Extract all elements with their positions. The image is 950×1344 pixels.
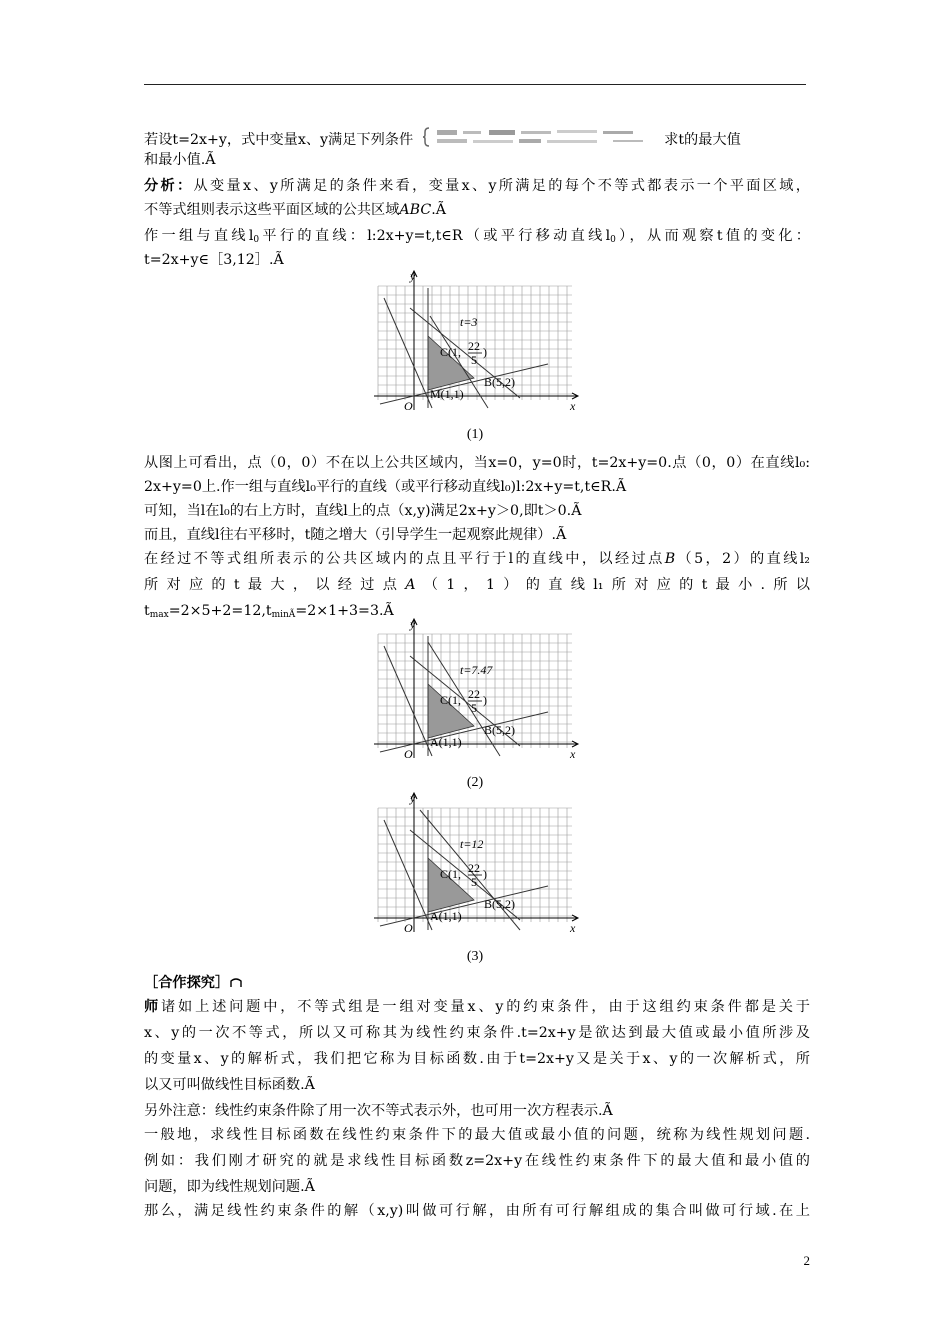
teacher-line-1: 师诸如上述问题中，不等式组是一组对变量x、y的约束条件，由于这组约束条件都是关于 (144, 999, 810, 1015)
section-heading: ［合作探究］ (144, 973, 810, 993)
page-number: 2 (803, 1253, 810, 1268)
conclusion-line-2: 所对应的t最大，以经过点A（1，1）的直线l₁所对应的t最小.所以 (144, 577, 810, 593)
y-axis-label: y (410, 617, 416, 631)
observation-line-1: 从图上可看出，点（0，0）不在以上公共区域内，当x=0，y=0时，t=2x+y=0.点（0，0）在直线l₀: (144, 455, 810, 471)
origin-label: O (404, 399, 413, 413)
teacher-line-2: x、y的一次不等式，所以又可称其为线性约束条件.t=2x+y是欲达到最大值或最小值所涉及 (144, 1025, 810, 1041)
observation-line-4: 而且，直线l往右平移时，t随之增大（引导学生一起观察此规律）.Ã (144, 527, 567, 543)
figure-3-graph (370, 790, 580, 940)
t-value-label: t=3 (460, 315, 478, 329)
point-b-label: B(5,2) (484, 723, 515, 737)
point-c-numerator: 22 (468, 339, 480, 353)
figure-2-caption: (2) (466, 775, 484, 790)
origin-label: O (404, 921, 413, 935)
point-c-label: C(1, (440, 867, 461, 881)
point-a-label: A(1,1) (430, 735, 462, 749)
feasible-line-1: 那么，满足线性约束条件的解（x,y)叫做可行解，由所有可行解组成的集合叫做可行域.在上 (144, 1203, 810, 1219)
point-a-label: A(1,1) (430, 909, 462, 923)
point-c-label: C(1, (440, 693, 461, 707)
problem-line-2: 和最小值.Ã (144, 152, 216, 168)
point-b-label: B(5,2) (484, 897, 515, 911)
parallel-line-text-1: 作一组与直线$l_0$平行的直线：l:2x+y=t,t∈R（或平行移动直线$l_0$），从而观察t值的变化： (144, 228, 810, 245)
definition-line-2: 例如：我们刚才研究的就是求线性目标函数z=2x+y在线性约束条件下的最大值和最小值的 (144, 1153, 810, 1169)
point-c-close: ) (483, 867, 487, 881)
figure-1-graph (370, 268, 580, 418)
definition-line-1: 一般地，求线性目标函数在线性约束条件下的最大值或最小值的问题，统称为线性规划问题. (144, 1127, 810, 1143)
origin-label: O (404, 747, 413, 761)
analysis-line-2: 不等式组则表示这些平面区域的公共区域ABC.Ã (144, 202, 446, 218)
point-c-label: C(1, (440, 345, 461, 359)
problem-line-1: 若设t=2x+y，式中变量x、y满足下列条件 求t的最大值 (144, 126, 810, 150)
point-c-denominator: 5 (471, 701, 477, 715)
figure-1-caption: (1) (466, 427, 484, 442)
point-a-label: M(1,1) (430, 387, 464, 401)
constraint-conditions-image (423, 126, 658, 148)
x-axis-label: x (570, 399, 576, 413)
header-rule (144, 84, 806, 85)
observation-line-2: 2x+y=0上.作一组与直线l₀平行的直线（或平行移动直线l₀)l:2x+y=t,t∈R.Ã (144, 479, 627, 495)
y-axis-label: y (410, 269, 416, 283)
teacher-line-3: 的变量x、y的解析式，我们把它称为目标函数.由于t=2x+y又是关于x、y的一次解析式，所 (144, 1051, 810, 1067)
point-c-close: ) (483, 693, 487, 707)
teacher-line-4: 以又可叫做线性目标函数.Ã (144, 1077, 315, 1093)
figure-2-graph (370, 616, 580, 766)
analysis-line-1: 分析：从变量x、y所满足的条件来看，变量x、y所满足的每个不等式都表示一个平面区域， (144, 178, 810, 194)
parallel-line-text-2: t=2x+y∈［3,12］.Ã (144, 252, 284, 268)
figure-3-caption: (3) (466, 949, 484, 964)
base-line-l0 (384, 646, 432, 756)
definition-line-3: 问题，即为线性规划问题.Ã (144, 1179, 315, 1195)
x-axis-label: x (570, 747, 576, 761)
base-line-l0 (384, 298, 432, 408)
note-line: 另外注意：线性约束条件除了用一次不等式表示外，也可用一次方程表示.Ã (144, 1103, 613, 1119)
point-c-close: ) (483, 345, 487, 359)
point-c-denominator: 5 (471, 875, 477, 889)
x-axis-label: x (570, 921, 576, 935)
t-value-label: t=7.47 (460, 663, 493, 677)
conclusion-line-1: 在经过不等式组所表示的公共区域内的点且平行于l的直线中，以经过点B（5，2）的直线l₂ (144, 551, 810, 567)
t-value-label: t=12 (460, 837, 484, 851)
y-axis-label: y (410, 791, 416, 805)
point-c-numerator: 22 (468, 687, 480, 701)
bracket-mark-icon (229, 975, 243, 989)
observation-line-3: 可知，当l在l₀的右上方时，直线l上的点（x,y)满足2x+y＞0,即t＞0.Ã (144, 503, 582, 519)
point-c-numerator: 22 (468, 861, 480, 875)
base-line-l0 (384, 820, 432, 930)
point-c-denominator: 5 (471, 353, 477, 367)
conclusion-line-3: $t_{max}=2\times 5+2=12,t_{minÃ}=2\times 1+3=3.Ã$ (144, 603, 394, 620)
point-b-label: B(5,2) (484, 375, 515, 389)
